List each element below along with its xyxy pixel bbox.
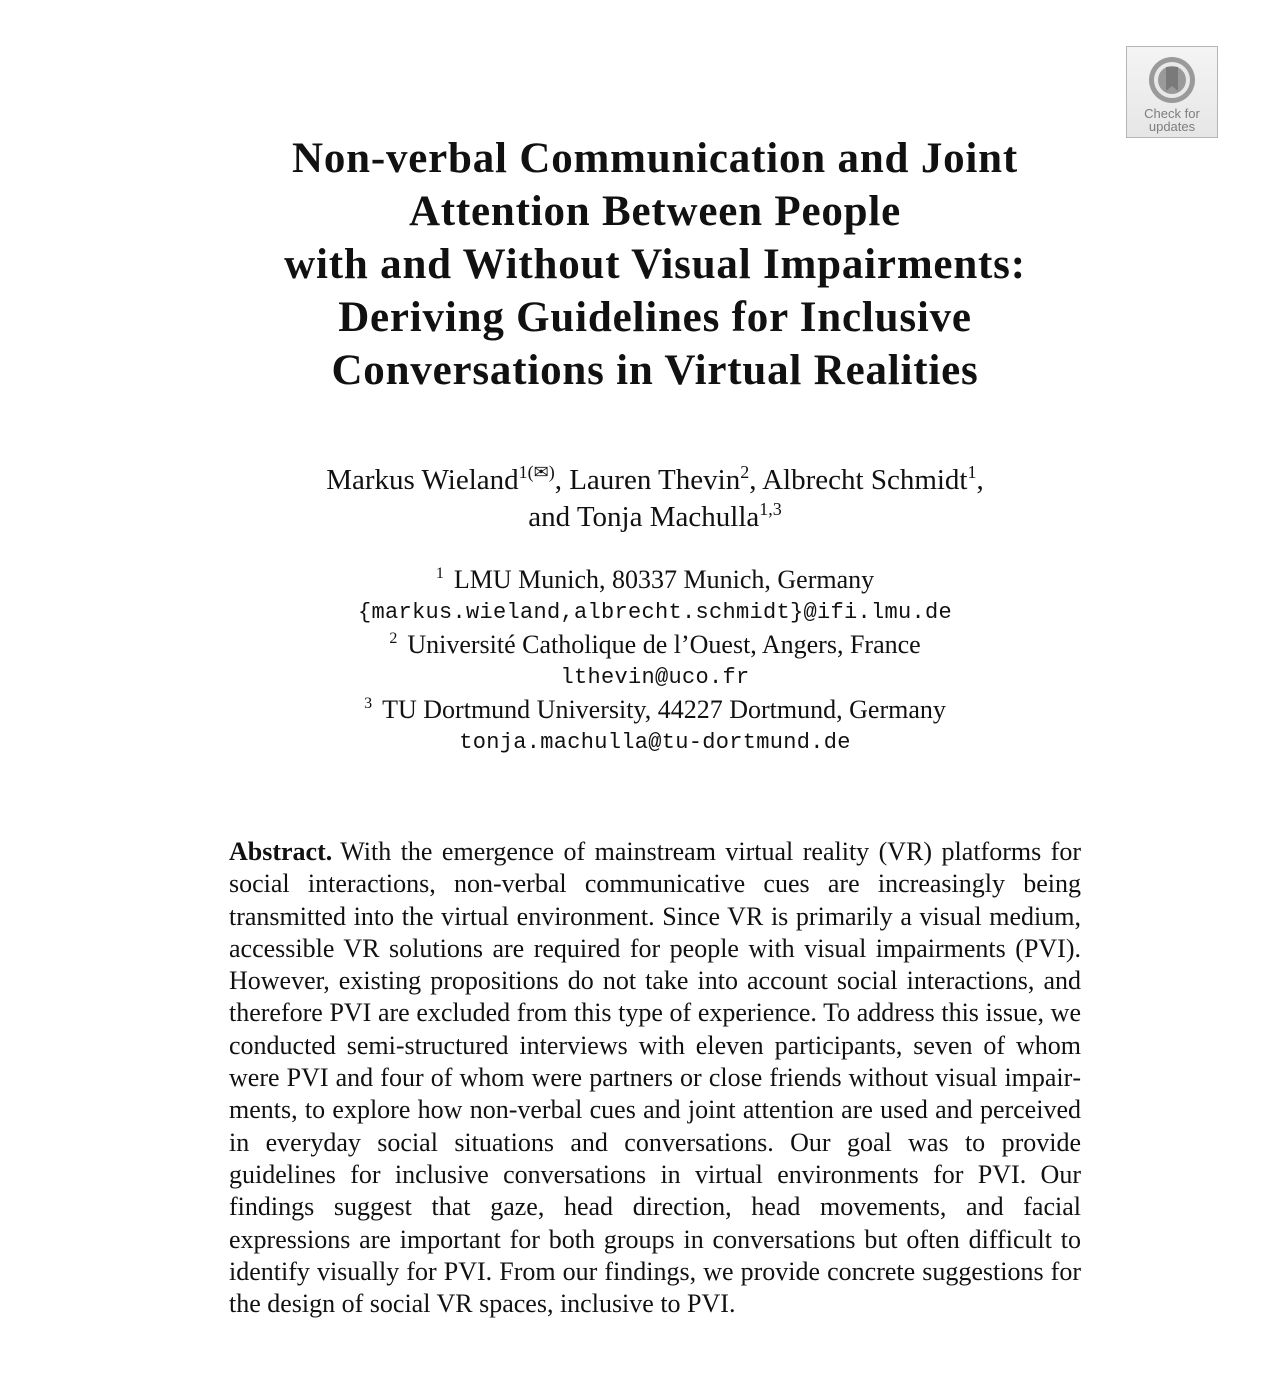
affiliation xyxy=(150,629,1160,662)
author-name: Lauren Thevin xyxy=(569,464,741,496)
affiliation-email[interactable]: lthevin@uco.fr xyxy=(560,664,750,690)
affiliation xyxy=(150,564,1160,597)
title-line: Conversations in Virtual Realities xyxy=(331,347,979,394)
author-prefix: and xyxy=(528,501,577,533)
author-affiliation-marker: 1 xyxy=(967,462,977,482)
affiliation xyxy=(150,694,1160,727)
affiliation-email[interactable]: tonja.machulla@tu-dortmund.de xyxy=(459,729,851,755)
author-name: Markus Wieland xyxy=(326,464,519,496)
badge-label-line1: Check for xyxy=(1144,106,1200,121)
affiliation-text: LMU Munich, 80337 Munich, Germany xyxy=(453,565,875,594)
author-affiliation-marker: 1(✉) xyxy=(518,462,555,482)
paper-title xyxy=(150,132,1160,397)
author-separator: , xyxy=(976,464,984,496)
author-separator: , xyxy=(749,464,763,496)
author-affiliation-marker: 2 xyxy=(740,462,750,482)
title-line: Deriving Guidelines for Inclusive xyxy=(338,294,972,341)
author-line xyxy=(150,499,1160,536)
affiliation-text: Université Catholique de l’Ouest, Angers, France xyxy=(407,630,921,659)
affiliation-number: 1 xyxy=(435,565,444,582)
affiliation-email[interactable]: {markus.wieland,albrecht.schmidt}@ifi.lmu.de xyxy=(357,599,953,625)
author-list xyxy=(150,462,1160,536)
abstract xyxy=(229,836,1081,1320)
bookmark-refresh-icon xyxy=(1147,55,1197,105)
affiliation-list xyxy=(150,564,1160,759)
affiliation-number: 3 xyxy=(364,695,373,712)
title-line: Attention Between People xyxy=(408,188,902,235)
author-name: Albrecht Schmidt xyxy=(762,464,968,496)
affiliation-text: TU Dortmund University, 44227 Dortmund, Germany xyxy=(382,695,946,724)
author-affiliation-marker: 1,3 xyxy=(759,499,782,519)
author-name: Tonja Machulla xyxy=(576,501,760,533)
author-line xyxy=(150,462,1160,499)
title-line: Non-verbal Communication and Joint xyxy=(291,135,1018,182)
title-line: with and Without Visual Impairments: xyxy=(284,241,1026,288)
affiliation-number: 2 xyxy=(389,630,398,647)
badge-label-line2: updates xyxy=(1148,119,1196,134)
author-separator: , xyxy=(554,464,570,496)
abstract-text: With the emergence of mainstream virtual reality (VR) platforms for social interactions, non-verbal communicative cues are increasingly being transmitted into the virtual environment. Since VR is primarily a visual medium, accessible VR solutions are required for people with visual impairments (PVI). However, existing propositions do not take into account social interactions, and therefore PVI are excluded from this type of experience. To address this issue, we conducted semi-structured interviews with eleven participants, seven of whom were PVI and four of whom were partners or close friends without visual impairments, to explore how non-verbal cues and joint attention are used and perceived in everyday social situations and conversations. Our goal was to provide guidelines for inclusive conversations in virtual environments for PVI. Our findings suggest that gaze, head direction, head movements, and facial expressions are important for both groups in conversations but often difficult to identify visually for PVI. From our findings, we provide concrete suggestions for the design of social VR spaces, inclusive to PVI. xyxy=(229,837,1081,1319)
abstract-label: Abstract. xyxy=(229,837,333,866)
check-for-updates-badge[interactable] xyxy=(1126,46,1218,138)
badge-label xyxy=(1127,107,1217,133)
